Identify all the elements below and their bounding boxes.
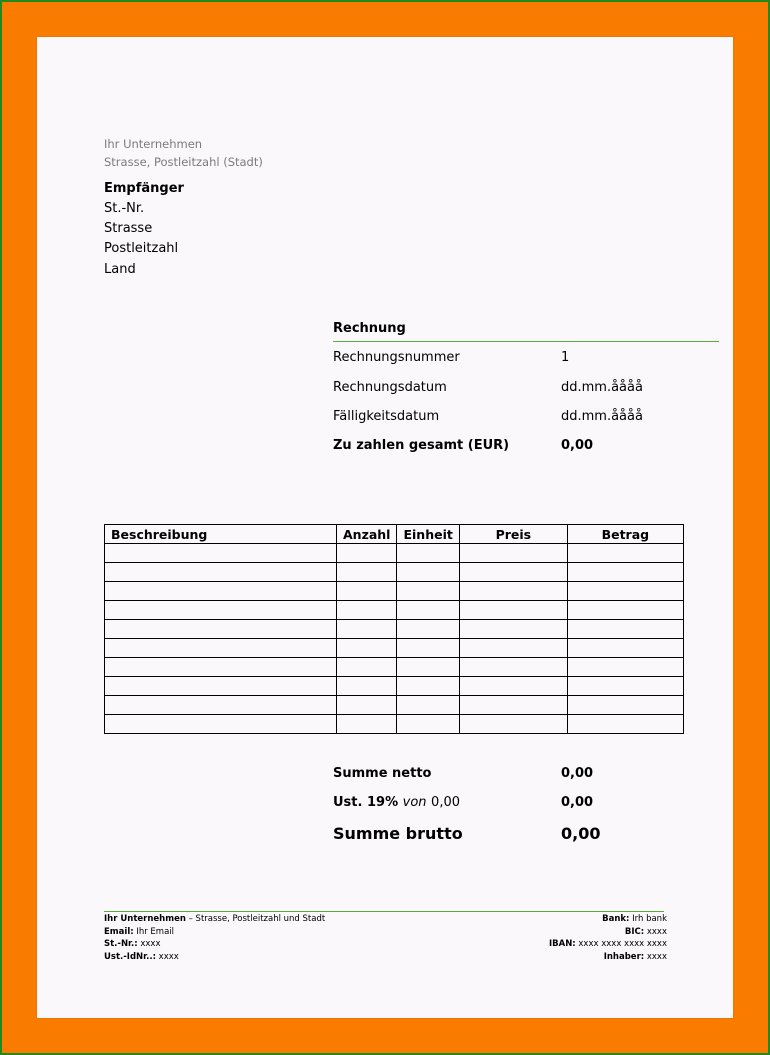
gross-total-value: 0,00 <box>561 824 601 843</box>
table-row <box>105 639 684 658</box>
table-cell <box>105 677 337 696</box>
column-header-price: Preis <box>459 525 567 544</box>
table-cell <box>459 658 567 677</box>
table-cell <box>567 658 683 677</box>
table-cell <box>337 639 397 658</box>
footer-vatid-value: xxxx <box>155 952 179 962</box>
table-cell <box>397 658 459 677</box>
table-cell <box>105 582 337 601</box>
table-cell <box>397 582 459 601</box>
footer-email-value: Ihr Email <box>133 927 175 937</box>
due-date-value: dd.mm.åååå <box>561 409 643 424</box>
table-cell <box>459 715 567 734</box>
table-cell <box>105 563 337 582</box>
table-cell <box>459 563 567 582</box>
table-cell <box>459 639 567 658</box>
footer-taxnr-line <box>104 939 161 949</box>
footer-vatid-line <box>104 952 179 962</box>
recipient-name: Empfänger <box>104 181 184 196</box>
table-cell <box>397 544 459 563</box>
invoice-title-divider <box>333 341 719 342</box>
table-cell <box>397 620 459 639</box>
vat-label <box>333 795 460 810</box>
table-cell <box>567 715 683 734</box>
table-row <box>105 658 684 677</box>
table-cell <box>337 563 397 582</box>
table-cell <box>567 620 683 639</box>
footer-taxnr-key: St.-Nr.: <box>104 939 138 949</box>
table-cell <box>337 677 397 696</box>
amount-due-label: Zu zahlen gesamt (EUR) <box>333 438 510 453</box>
vat-value: 0,00 <box>561 795 594 810</box>
column-header-amount: Betrag <box>567 525 683 544</box>
table-cell <box>105 658 337 677</box>
table-cell <box>567 563 683 582</box>
invoice-page <box>37 37 733 1018</box>
table-cell <box>397 696 459 715</box>
table-cell <box>567 601 683 620</box>
due-date-label: Fälligkeitsdatum <box>333 409 440 424</box>
footer-holder-value: xxxx <box>644 952 667 962</box>
footer-email-line <box>104 927 174 937</box>
footer-bic-line <box>625 927 667 937</box>
invoice-date-label: Rechnungsdatum <box>333 380 447 395</box>
table-cell <box>337 696 397 715</box>
table-cell <box>397 601 459 620</box>
table-cell <box>567 677 683 696</box>
table-cell <box>105 620 337 639</box>
table-cell <box>567 544 683 563</box>
vat-rate-label: Ust. 19% <box>333 795 399 810</box>
footer-iban-line <box>549 939 667 949</box>
table-cell <box>459 544 567 563</box>
table-cell <box>337 582 397 601</box>
table-cell <box>397 715 459 734</box>
invoice-number-label: Rechnungsnummer <box>333 350 460 365</box>
recipient-line-country: Land <box>104 262 136 277</box>
net-total-label: Summe netto <box>333 766 432 781</box>
footer-bic-key: BIC: <box>624 927 645 937</box>
footer-bank-value: Irh bank <box>629 914 667 924</box>
table-cell <box>105 696 337 715</box>
table-cell <box>567 582 683 601</box>
table-row <box>105 544 684 563</box>
vat-von-label: von <box>402 795 427 810</box>
footer-company-line <box>104 914 325 924</box>
table-cell <box>105 715 337 734</box>
net-total-value: 0,00 <box>561 766 594 781</box>
table-cell <box>459 677 567 696</box>
column-header-description: Beschreibung <box>105 525 337 544</box>
table-row <box>105 601 684 620</box>
table-row <box>105 582 684 601</box>
table-cell <box>337 620 397 639</box>
footer-divider <box>104 911 664 912</box>
invoice-number-value: 1 <box>561 350 570 365</box>
column-header-quantity: Anzahl <box>337 525 397 544</box>
table-cell <box>459 620 567 639</box>
footer-company-value: – Strasse, Postleitzahl und Stadt <box>185 914 326 924</box>
sender-address: Strasse, Postleitzahl (Stadt) <box>104 155 263 169</box>
table-header-row <box>105 525 684 544</box>
table-row <box>105 696 684 715</box>
table-cell <box>397 677 459 696</box>
table-cell <box>459 582 567 601</box>
table-row <box>105 563 684 582</box>
footer-vatid-key: Ust.-IdNr..: <box>104 952 156 962</box>
table-cell <box>567 696 683 715</box>
recipient-line-postcode: Postleitzahl <box>104 241 179 256</box>
footer-iban-key: IBAN: <box>548 939 576 949</box>
table-cell <box>567 639 683 658</box>
table-cell <box>397 563 459 582</box>
table-cell <box>337 658 397 677</box>
footer-taxnr-value: xxxx <box>137 939 161 949</box>
vat-base-amount: 0,00 <box>431 795 460 810</box>
recipient-line-street: Strasse <box>104 221 153 236</box>
table-cell <box>459 601 567 620</box>
table-cell <box>459 696 567 715</box>
invoice-date-value: dd.mm.åååå <box>561 380 643 395</box>
table-cell <box>105 544 337 563</box>
footer-email-key: Email: <box>104 927 134 937</box>
table-row <box>105 715 684 734</box>
table-cell <box>337 601 397 620</box>
recipient-line-tax-number: St.-Nr. <box>104 201 145 216</box>
amount-due-value: 0,00 <box>561 438 594 453</box>
invoice-title: Rechnung <box>333 321 406 336</box>
table-cell <box>337 715 397 734</box>
sender-company: Ihr Unternehmen <box>104 137 203 151</box>
table-row <box>105 620 684 639</box>
items-table <box>104 524 684 734</box>
table-cell <box>397 639 459 658</box>
footer-holder-line <box>604 952 667 962</box>
footer-company-key: Ihr Unternehmen <box>104 914 186 924</box>
footer-bic-value: xxxx <box>644 927 667 937</box>
footer-bank-line <box>602 914 667 924</box>
footer-iban-value: xxxx xxxx xxxx xxxx <box>575 939 667 949</box>
table-cell <box>105 601 337 620</box>
footer-bank-key: Bank: <box>602 914 630 924</box>
table-row <box>105 677 684 696</box>
column-header-unit: Einheit <box>397 525 459 544</box>
table-cell <box>105 639 337 658</box>
gross-total-label: Summe brutto <box>333 824 463 843</box>
table-cell <box>337 544 397 563</box>
footer-holder-key: Inhaber: <box>603 952 645 962</box>
